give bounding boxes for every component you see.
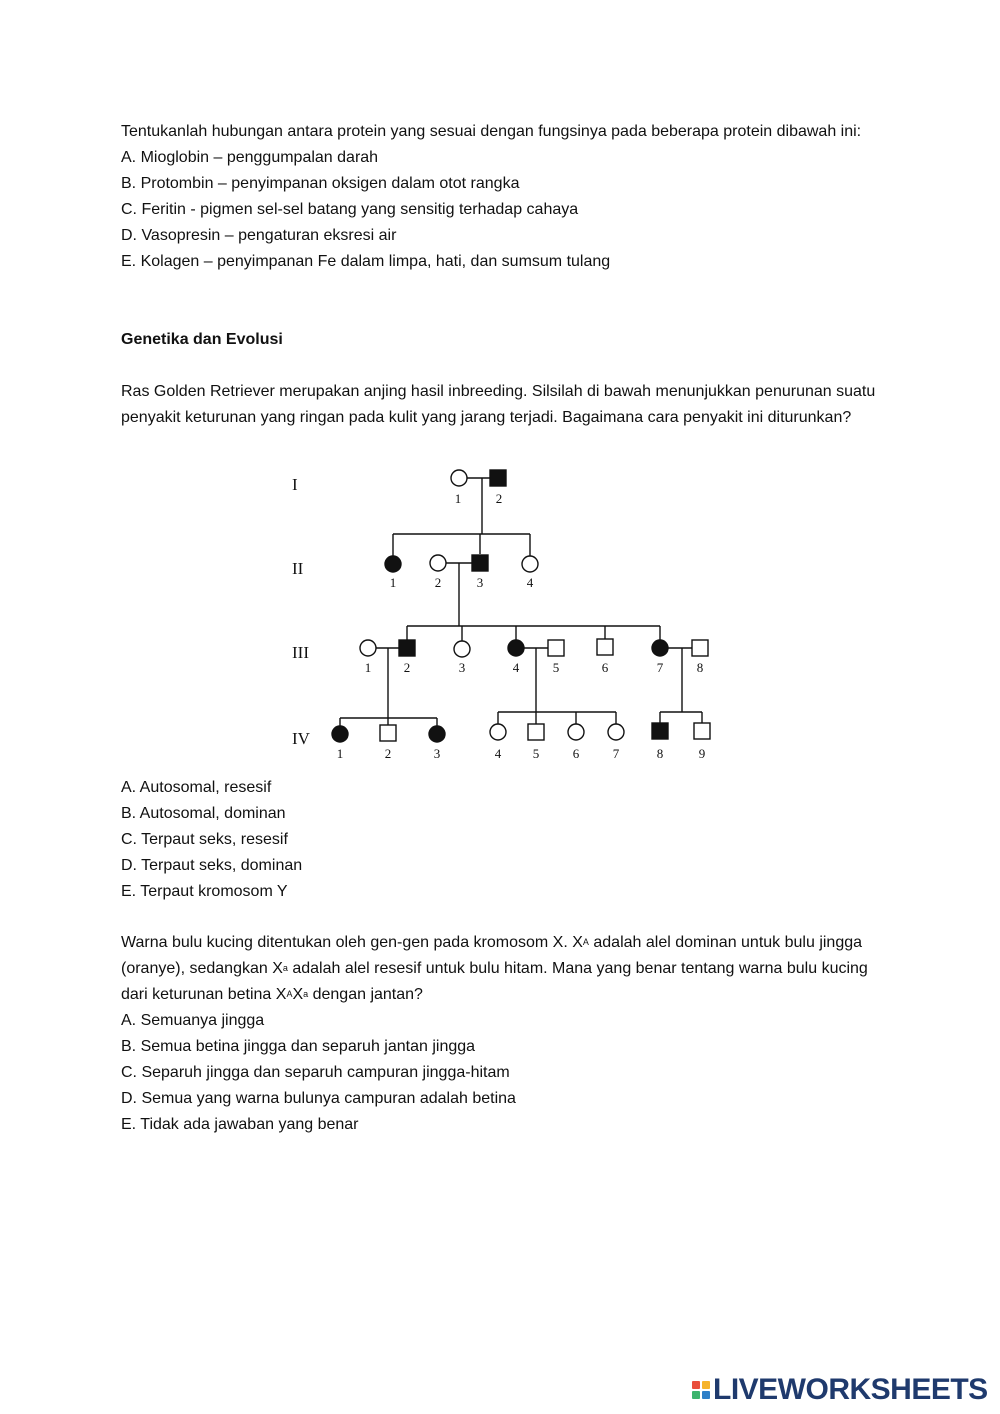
q3-option-c: C. Separuh jingga dan separuh campuran jingga-hitam xyxy=(121,1064,510,1081)
pedigree-III-2-affected-male xyxy=(399,640,415,656)
pedigree-number-III-4: 4 xyxy=(512,660,520,675)
pedigree-number-III-1: 1 xyxy=(364,660,372,675)
q1-option-e: E. Kolagen – penyimpanan Fe dalam limpa, hati, dan sumsum tulang xyxy=(121,253,611,270)
q3-option-b: B. Semua betina jingga dan separuh jantan jingga xyxy=(121,1038,476,1055)
pedigree-III-1-female xyxy=(360,640,376,656)
pedigree-I-2-affected-male xyxy=(490,470,506,486)
pedigree-number-III-8: 8 xyxy=(696,660,704,675)
liveworksheets-logo xyxy=(692,1370,988,1410)
allele-superscript: a xyxy=(282,963,288,973)
question-3-text xyxy=(121,930,881,1008)
pedigree-III-3-female xyxy=(454,641,470,657)
q1-option-b: B. Protombin – penyimpanan oksigen dalam otot rangka xyxy=(121,175,520,192)
pedigree-number-IV-1: 1 xyxy=(336,746,344,761)
question-1 xyxy=(121,119,881,275)
q3-text-part-2: adalah alel dominan untuk bulu jingga (oranye), sedangkan X xyxy=(121,934,863,977)
pedigree-IV-6-female xyxy=(568,724,584,740)
q1-option-a: A. Mioglobin – penggumpalan darah xyxy=(121,149,379,166)
pedigree-chart xyxy=(280,462,720,767)
allele-superscript: a xyxy=(303,989,309,999)
generation-label-II: II xyxy=(292,559,304,578)
question-2-options xyxy=(121,775,881,905)
pedigree-lines xyxy=(340,478,702,726)
question-2 xyxy=(121,379,881,431)
pedigree-number-IV-2: 2 xyxy=(384,746,392,761)
pedigree-III-7-affected-female xyxy=(652,640,668,656)
q2-option-a: A. Autosomal, resesif xyxy=(121,779,272,796)
pedigree-II-1-affected-female xyxy=(385,556,401,572)
pedigree-IV-9-male xyxy=(694,723,710,739)
q2-option-b: B. Autosomal, dominan xyxy=(121,805,286,822)
pedigree-II-2-female xyxy=(430,555,446,571)
pedigree-number-IV-7: 7 xyxy=(612,746,620,761)
allele-superscript: A xyxy=(286,989,293,999)
generation-label-I: I xyxy=(292,475,298,494)
pedigree-number-IV-4: 4 xyxy=(494,746,502,761)
logo-square-green xyxy=(692,1391,700,1399)
logo-icon xyxy=(692,1381,710,1399)
pedigree-number-I-2: 2 xyxy=(495,491,503,506)
pedigree-number-II-4: 4 xyxy=(526,575,534,590)
q3-option-a: A. Semuanya jingga xyxy=(121,1012,265,1029)
pedigree-number-III-5: 5 xyxy=(552,660,560,675)
pedigree-III-5-male xyxy=(548,640,564,656)
q2-option-d: D. Terpaut seks, dominan xyxy=(121,857,303,874)
pedigree-IV-8-affected-male xyxy=(652,723,668,739)
logo-text: LIVEWORKSHEETS xyxy=(713,1373,988,1406)
pedigree-number-III-7: 7 xyxy=(656,660,664,675)
pedigree-IV-7-female xyxy=(608,724,624,740)
pedigree-number-III-2: 2 xyxy=(403,660,411,675)
generation-label-IV: IV xyxy=(292,729,310,748)
q3-text-part-1: Warna bulu kucing ditentukan oleh gen-gen pada kromosom X. X xyxy=(121,934,583,951)
logo-square-red xyxy=(692,1381,700,1389)
q3-text-part-3: adalah alel resesif untuk bulu hitam. Mana yang benar tentang warna bulu kucing dari keturunan betina X xyxy=(121,960,868,1003)
q3-text-part-4: X xyxy=(292,986,304,1003)
q2-option-e: E. Terpaut kromosom Y xyxy=(121,883,288,900)
logo-square-blue xyxy=(702,1391,710,1399)
pedigree-number-II-2: 2 xyxy=(434,575,442,590)
pedigree-III-8-male xyxy=(692,640,708,656)
section-heading: Genetika dan Evolusi xyxy=(121,331,283,348)
logo-square-yellow xyxy=(702,1381,710,1389)
pedigree-number-I-1: 1 xyxy=(454,491,462,506)
pedigree-number-IV-3: 3 xyxy=(433,746,441,761)
pedigree-III-4-affected-female xyxy=(508,640,524,656)
pedigree-II-3-affected-male xyxy=(472,555,488,571)
pedigree-IV-1-affected-female xyxy=(332,726,348,742)
q3-option-d: D. Semua yang warna bulunya campuran adalah betina xyxy=(121,1090,516,1107)
generation-label-III: III xyxy=(292,643,309,662)
question-3 xyxy=(121,930,881,1138)
pedigree-number-III-3: 3 xyxy=(458,660,466,675)
q2-option-c: C. Terpaut seks, resesif xyxy=(121,831,288,848)
q3-option-e: E. Tidak ada jawaban yang benar xyxy=(121,1116,359,1133)
allele-superscript: A xyxy=(582,937,589,947)
pedigree-I-1-female xyxy=(451,470,467,486)
pedigree-IV-4-female xyxy=(490,724,506,740)
pedigree-III-6-male xyxy=(597,639,613,655)
pedigree-number-IV-5: 5 xyxy=(532,746,540,761)
pedigree-number-IV-9: 9 xyxy=(698,746,706,761)
pedigree-IV-2-male xyxy=(380,725,396,741)
question-2-text: Ras Golden Retriever merupakan anjing hasil inbreeding. Silsilah di bawah menunjukkan penurunan suatu penyakit keturunan yang ringan pada kulit yang jarang terjadi. Bagaimana cara penyakit ini diturunkan? xyxy=(121,383,876,426)
pedigree-number-IV-8: 8 xyxy=(656,746,664,761)
q1-option-c: C. Feritin - pigmen sel-sel batang yang sensitig terhadap cahaya xyxy=(121,201,579,218)
pedigree-number-II-3: 3 xyxy=(476,575,484,590)
pedigree-number-III-6: 6 xyxy=(601,660,609,675)
pedigree-II-4-female xyxy=(522,556,538,572)
q3-text-part-5: dengan jantan? xyxy=(308,986,423,1003)
pedigree-IV-5-male xyxy=(528,724,544,740)
pedigree-number-II-1: 1 xyxy=(389,575,397,590)
pedigree-IV-3-affected-female xyxy=(429,726,445,742)
q1-option-d: D. Vasopresin – pengaturan eksresi air xyxy=(121,227,397,244)
pedigree-number-IV-6: 6 xyxy=(572,746,580,761)
question-1-text: Tentukanlah hubungan antara protein yang sesuai dengan fungsinya pada beberapa protein dibawah ini: xyxy=(121,123,862,140)
